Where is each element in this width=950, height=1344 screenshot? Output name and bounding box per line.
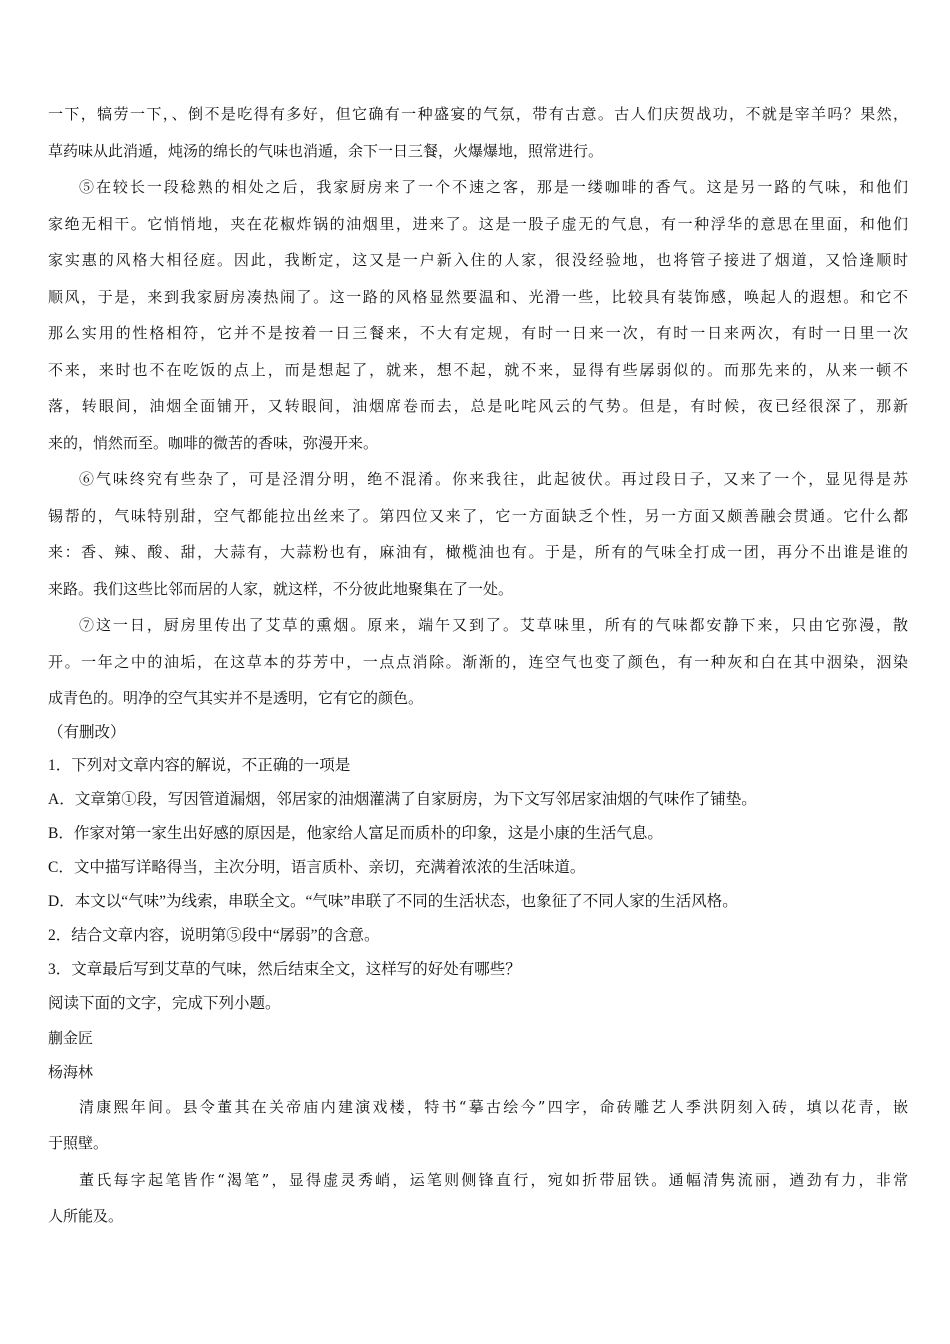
question-3: 3．文章最后写到艾草的气味，然后结束全文，这样写的好处有哪些？: [48, 960, 521, 978]
paragraph-4-line-1: 一下，犒劳一下，、倒不是吃得有多好，但它确有一种盛宴的气氛，带有古意。古人们庆贺战功，不就是宰羊吗？果然，: [48, 105, 908, 123]
paragraph-5-line-3: 家实惠的风格大相径庭。因此，我断定，这又是一户新入住的人家，很没经验地，也将管子接进了烟道，又恰逢顺时: [48, 251, 908, 269]
passage-2-paragraph-1-line-1: 清康熙年间。县令董其在关帝庙内建演戏楼，特书“摹古绘今”四字，命砖雕艺人季洪阴刻入砖，填以花青，嵌: [79, 1097, 908, 1116]
passage-1: [48, 96, 908, 749]
paragraph-5-line-6: 不来，来时也不在吃饭的点上，而是想起了，就来，想不起，就不来，显得有些孱弱似的。而那先来的，从来一顿不: [48, 360, 908, 379]
option-a: A．文章第①段，写因管道漏烟，邻居家的油烟灌满了自家厨房，为下文写邻居家油烟的气味作了铺垫。: [48, 790, 757, 808]
paragraph-5-line-1: ⑤在较长一段稔熟的相处之后，我家厨房来了一个不速之客，那是一缕咖啡的香气。这是另一路的气味，和他们: [79, 178, 908, 196]
passage-2-paragraph-2-line-1: 董氏每字起笔皆作“渴笔”，显得虚灵秀峭，运笔则侧锋直行，宛如折带屈铁。通幅清隽流丽，遒劲有力，非常: [79, 1170, 908, 1189]
passage-title: 蒯金匠: [48, 1028, 94, 1047]
paragraph-6-line-3: 来：香、辣、酸、甜，大蒜有，大蒜粉也有，麻油有，橄榄油也有。于是，所有的气味全打成一团，再分不出谁是谁的: [48, 543, 908, 561]
paragraph-7-line-3: 成青色的。明净的空气其实并不是透明，它有它的颜色。: [48, 689, 424, 707]
paragraph-5-line-4: 顺风，于是，来到我家厨房凑热闹了。这一路的风格显然要温和、光滑一些，比较具有装饰感，唤起人的遐想。和它不: [48, 287, 908, 306]
paragraph-5-line-8: 来的，悄然而至。咖啡的微苦的香味，弥漫开来。: [48, 433, 379, 452]
questions: [48, 749, 908, 987]
paragraph-6-line-2: 锡帮的，气味特别甜，空气都能拉出丝来了。第四位又来了，它一方面缺乏个性，另一方面又颇善融会贯通。它什么都: [48, 506, 908, 525]
question-1: 1．下列对文章内容的解说，不正确的一项是: [48, 756, 351, 774]
passage-2: [48, 987, 908, 1235]
paragraph-5-line-2: 家绝无相干。它悄悄地，夹在花椒炸锅的油烟里，进来了。这是一股子虚无的气息，有一种浮华的意思在里面，和他们: [48, 214, 908, 233]
paragraph-7-line-1: ⑦这一日，厨房里传出了艾草的熏烟。原来，端午又到了。艾草味里，所有的气味都安静下来，只由它弥漫，散: [79, 616, 908, 634]
passage-2-paragraph-1-line-2: 于照壁。: [48, 1134, 109, 1152]
paragraph-4-line-2: 草药味从此消遁，炖汤的绵长的气味也消遁，余下一日三餐，火爆爆地，照常进行。: [48, 141, 604, 160]
option-d: D．本文以“气味”为线索，串联全文。“气味”串联了不同的生活状态，也象征了不同人家的生活风格。: [48, 892, 738, 910]
paragraph-6-line-4: 来路。我们这些比邻而居的人家，就这样，不分彼此地聚集在了一处。: [48, 579, 514, 598]
revision-note: （有删改）: [48, 723, 126, 741]
document-page: [48, 96, 908, 1235]
paragraph-5-line-5: 那么实用的性格相符，它并不是按着一日三餐来，不大有定规，有时一日来一次，有时一日来两次，有时一日里一次: [48, 324, 908, 342]
option-c: C．文中描写详略得当，主次分明，语言质朴、亲切，充满着浓浓的生活味道。: [48, 858, 586, 876]
paragraph-6-line-1: ⑥气味终究有些杂了，可是泾渭分明，绝不混淆。你来我往，此起彼伏。再过段日子，又来了一个，显见得是苏: [79, 470, 908, 488]
option-b: B．作家对第一家生出好感的原因是，他家给人富足而质朴的印象，这是小康的生活气息。: [48, 824, 663, 842]
passage-2-paragraph-2-line-2: 人所能及。: [48, 1207, 124, 1225]
paragraph-5-line-7: 落，转眼间，油烟全面铺开，又转眼间，油烟席卷而去，总是叱咤风云的气势。但是，有时候，夜已经很深了，那新: [48, 397, 908, 415]
reading-instruction: 阅读下面的文字，完成下列小题。: [48, 994, 281, 1012]
question-2: 2．结合文章内容，说明第⑤段中“孱弱”的含意。: [48, 926, 380, 944]
passage-author: 杨海林: [48, 1062, 94, 1081]
paragraph-7-line-2: 开。一年之中的油垢，在这草本的芬芳中，一点点消除。渐渐的，连空气也变了颜色，有一种灰和白在其中洇染，洇染: [48, 652, 908, 671]
